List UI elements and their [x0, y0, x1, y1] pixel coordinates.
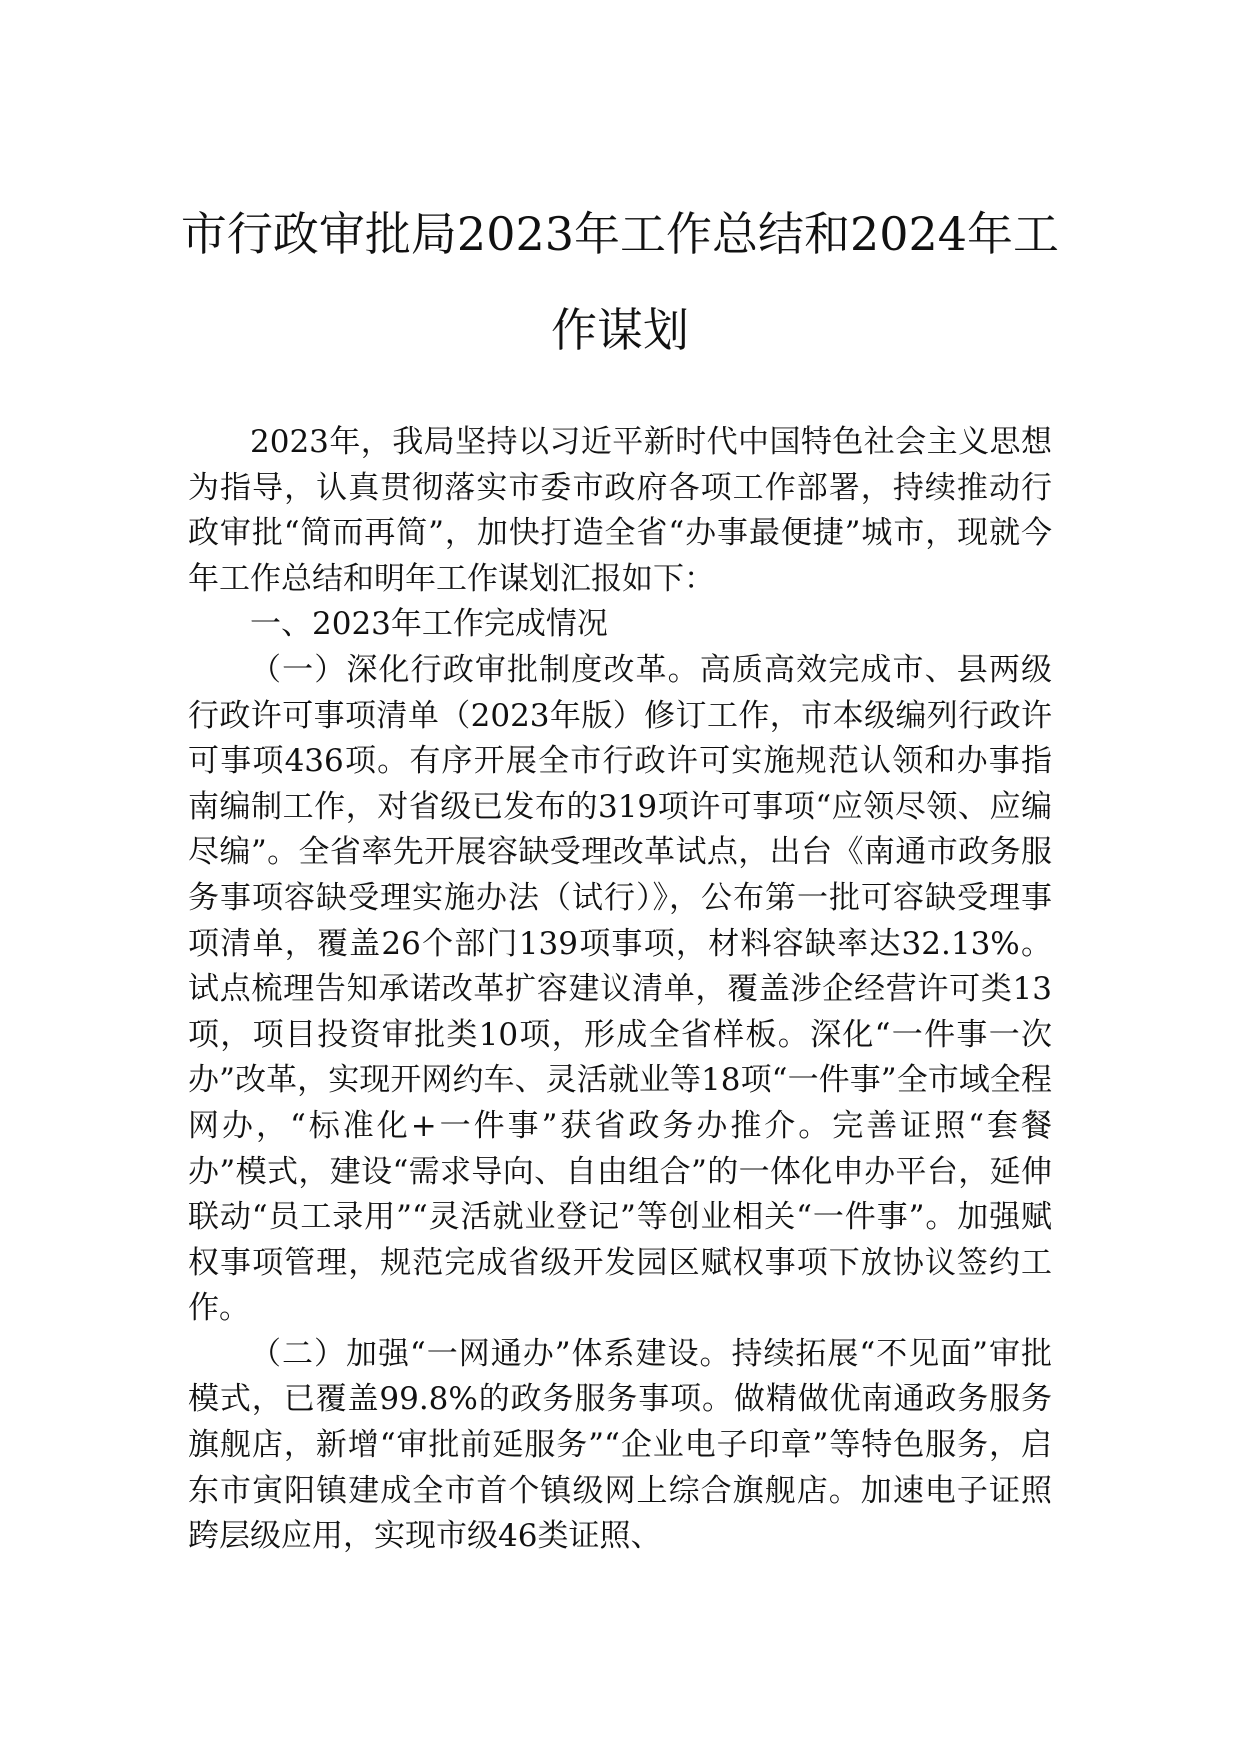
paragraph-online-service: （二）加强“一网通办”体系建设。持续拓展“不见面”审批模式，已覆盖99.8%的政务服务事项。做精做优南通政务服务旗舰店，新增“审批前延服务”“企业电子印章”等特色服务，启东市寅阳镇建成全市首个镇级网上综合旗舰店。加速电子证照跨层级应用，实现市级46类证照、 — [188, 1335, 1052, 1555]
document-title: 市行政审批局2023年工作总结和2024年工作谋划 — [180, 207, 1060, 357]
document-body — [188, 420, 1052, 1560]
intro-paragraph: 2023年，我局坚持以习近平新时代中国特色社会主义思想为指导，认真贯彻落实市委市政府各项工作部署，持续推动行政审批“简而再简”，加快打造全省“办事最便捷”城市，现就今年工作总结和明年工作谋划汇报如下： — [188, 424, 1052, 597]
paragraph-reform: （一）深化行政审批制度改革。高质高效完成市、县两级行政许可事项清单（2023年版）修订工作，市本级编列行政许可事项436项。有序开展全市行政许可实施规范认领和办事指南编制工作，对省级已发布的319项许可事项“应领尽领、应编尽编”。全省率先开展容缺受理改革试点，出台《南通市政务服务事项容缺受理实施办法（试行）》，公布第一批可容缺受理事项清单，覆盖26个部门139项事项，材料容缺率达32.13%。试点梳理告知承诺改革扩容建议清单，覆盖涉企经营许可类13项，项目投资审批类10项，形成全省样板。深化“一件事一次办”改革，实现开网约车、灵活就业等18项“一件事”全市域全程网办，“标准化+一件事”获省政务办推介。完善证照“套餐办”模式，建设“需求导向、自由组合”的一体化申办平台，延伸联动“员工录用”“灵活就业登记”等创业相关“一件事”。加强赋权事项管理，规范完成省级开发园区赋权事项下放协议签约工作。 — [188, 651, 1052, 1327]
section-heading: 一、2023年工作完成情况 — [250, 606, 608, 643]
